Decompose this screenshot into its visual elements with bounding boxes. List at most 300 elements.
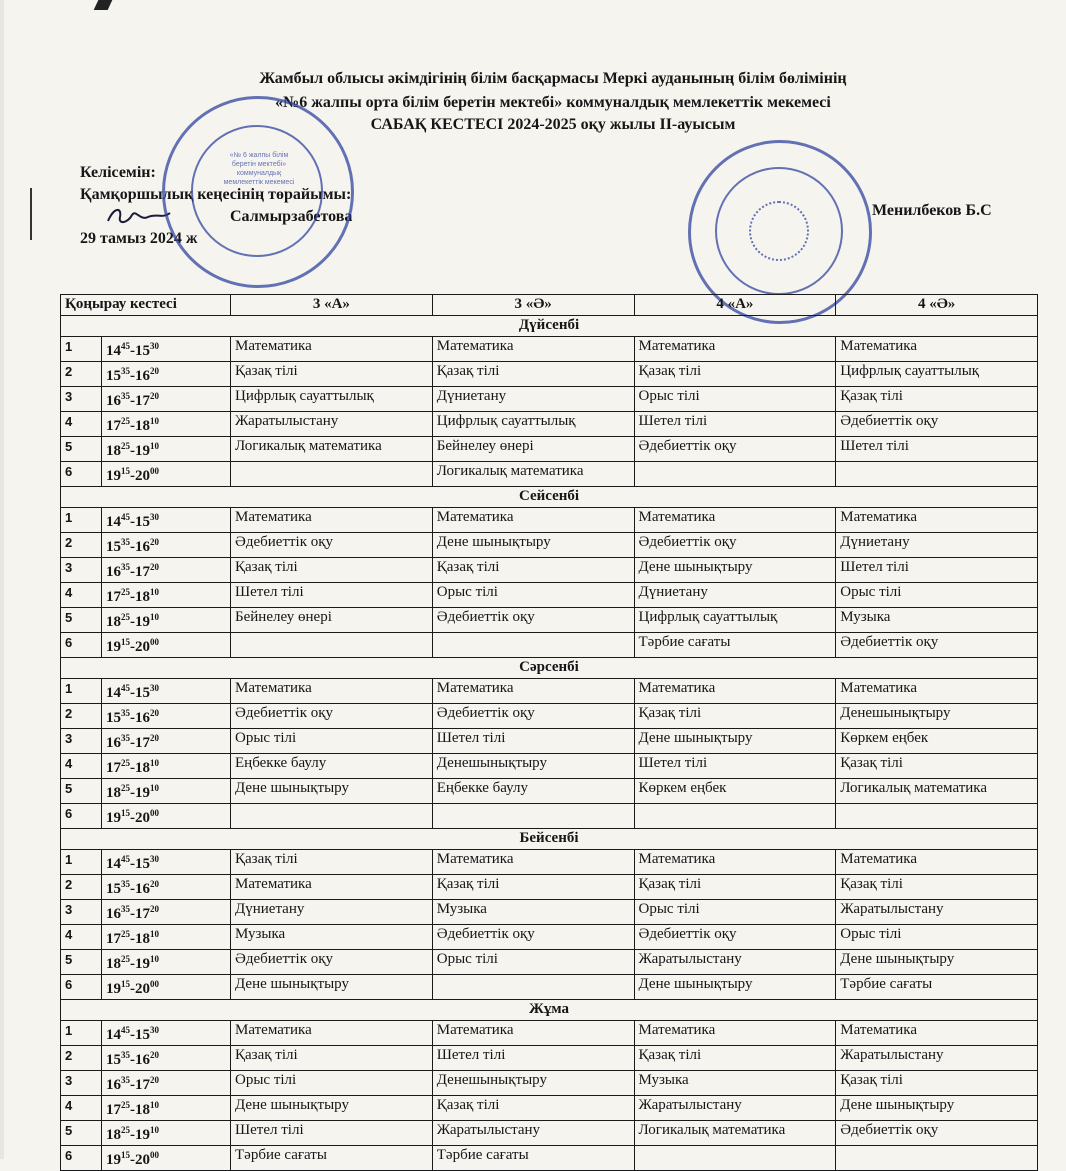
lesson-time: $14^{45}-15^{30}$: [102, 508, 231, 533]
table-row: [61, 533, 1038, 558]
subject-cell: Цифрлық сауаттылық: [432, 412, 634, 437]
end-minute: 00: [150, 808, 159, 818]
end-hour: 20: [135, 1152, 150, 1168]
lesson-number: 2: [61, 533, 102, 558]
lesson-number: 5: [61, 608, 102, 633]
lesson-time: $14^{45}-15^{30}$: [102, 850, 231, 875]
subject-cell: Дүниетану: [231, 900, 433, 925]
subject-cell: Жаратылыстану: [836, 1046, 1038, 1071]
lesson-number: 4: [61, 754, 102, 779]
end-hour: 20: [135, 639, 150, 655]
subject-cell: Әдебиеттік оқу: [432, 925, 634, 950]
agreed-label: Келісемін:: [80, 164, 156, 181]
start-minute: 35: [121, 879, 130, 889]
end-minute: 20: [150, 366, 159, 376]
subject-cell: Әдебиеттік оқу: [836, 412, 1038, 437]
subject-cell: Математика: [634, 850, 836, 875]
subject-cell: Жаратылыстану: [231, 412, 433, 437]
table-row: [61, 462, 1038, 487]
schedule-table: [60, 294, 1038, 1171]
subject-cell: Дене шынықтыру: [231, 779, 433, 804]
end-hour: 15: [135, 685, 150, 701]
start-minute: 25: [121, 612, 130, 622]
header-line-1: Жамбыл облысы әкімдігінің білім басқармасы Меркі ауданының білім бөлімінің: [259, 70, 847, 87]
end-minute: 10: [150, 612, 159, 622]
end-minute: 30: [150, 854, 159, 864]
header-line-3: САБАҚ КЕСТЕСІ 2024-2025 оқу жылы ІІ-ауысым: [370, 116, 736, 133]
subject-cell: Тәрбие сағаты: [634, 633, 836, 658]
end-hour: 19: [135, 443, 150, 459]
page-edge: [0, 0, 4, 1159]
end-hour: 15: [135, 514, 150, 530]
day-heading: Бейсенбі: [61, 829, 1038, 850]
lesson-time: $19^{15}-20^{00}$: [102, 1146, 231, 1171]
subject-cell: Логикалық математика: [231, 437, 433, 462]
lesson-time: $18^{25}-19^{10}$: [102, 950, 231, 975]
start-minute: 35: [121, 733, 130, 743]
end-hour: 18: [135, 931, 150, 947]
subject-cell: Цифрлық сауаттылық: [231, 387, 433, 412]
end-hour: 19: [135, 785, 150, 801]
table-row: [61, 508, 1038, 533]
end-minute: 20: [150, 1050, 159, 1060]
day-heading: Жұма: [61, 1000, 1038, 1021]
subject-cell: Математика: [231, 337, 433, 362]
end-minute: 10: [150, 416, 159, 426]
day-row: [61, 829, 1038, 850]
start-minute: 35: [121, 537, 130, 547]
subject-cell: [432, 633, 634, 658]
start-minute: 25: [121, 954, 130, 964]
subject-cell: Дене шынықтыру: [432, 533, 634, 558]
lesson-number: 1: [61, 508, 102, 533]
end-minute: 10: [150, 1125, 159, 1135]
subject-cell: Қазақ тілі: [836, 387, 1038, 412]
subject-cell: Математика: [432, 679, 634, 704]
table-header-row: [61, 295, 1038, 316]
table-row: [61, 704, 1038, 729]
stamp-text: «№ 6 жалпы білім беретін мектебі» коммуналдық мемлекеттік мекемесі: [223, 152, 295, 186]
end-hour: 17: [135, 735, 150, 751]
subject-cell: Денешынықтыру: [836, 704, 1038, 729]
lesson-number: 5: [61, 1121, 102, 1146]
start-hour: 19: [106, 639, 121, 655]
start-hour: 14: [106, 514, 121, 530]
start-minute: 15: [121, 979, 130, 989]
subject-cell: Еңбекке баулу: [432, 779, 634, 804]
end-minute: 10: [150, 783, 159, 793]
emblem-icon: [749, 201, 809, 261]
day-row: [61, 1000, 1038, 1021]
approval-date: 29 тамыз 2024 ж: [80, 230, 198, 247]
subject-cell: Математика: [231, 679, 433, 704]
lesson-number: 5: [61, 950, 102, 975]
end-minute: 00: [150, 979, 159, 989]
start-hour: 19: [106, 1152, 121, 1168]
column-header-4a: 4 «А»: [634, 295, 836, 316]
subject-cell: Қазақ тілі: [634, 875, 836, 900]
start-hour: 17: [106, 1102, 121, 1118]
start-minute: 45: [121, 512, 130, 522]
subject-cell: Қазақ тілі: [836, 754, 1038, 779]
subject-cell: Денешынықтыру: [432, 1071, 634, 1096]
lesson-number: 3: [61, 387, 102, 412]
table-row: [61, 975, 1038, 1000]
subject-cell: Математика: [231, 1021, 433, 1046]
subject-cell: Математика: [432, 1021, 634, 1046]
start-minute: 45: [121, 1025, 130, 1035]
start-minute: 25: [121, 416, 130, 426]
end-minute: 20: [150, 1075, 159, 1085]
start-minute: 35: [121, 1075, 130, 1085]
subject-cell: [836, 804, 1038, 829]
subject-cell: Шетел тілі: [432, 1046, 634, 1071]
end-hour: 16: [135, 1052, 150, 1068]
lesson-time: $15^{35}-16^{20}$: [102, 1046, 231, 1071]
subject-cell: Тәрбие сағаты: [836, 975, 1038, 1000]
end-minute: 00: [150, 637, 159, 647]
start-minute: 15: [121, 466, 130, 476]
subject-cell: [432, 804, 634, 829]
end-hour: 17: [135, 1077, 150, 1093]
lesson-time: $19^{15}-20^{00}$: [102, 633, 231, 658]
subject-cell: Математика: [432, 337, 634, 362]
council-head-name: Салмырзабетова: [230, 208, 353, 225]
end-hour: 17: [135, 564, 150, 580]
lesson-number: 1: [61, 850, 102, 875]
end-minute: 20: [150, 879, 159, 889]
subject-cell: Орыс тілі: [432, 583, 634, 608]
subject-cell: Дене шынықтыру: [634, 975, 836, 1000]
end-minute: 30: [150, 683, 159, 693]
subject-cell: Жаратылыстану: [634, 1096, 836, 1121]
subject-cell: Бейнелеу өнері: [231, 608, 433, 633]
subject-cell: Шетел тілі: [836, 437, 1038, 462]
lesson-number: 3: [61, 729, 102, 754]
start-minute: 45: [121, 341, 130, 351]
lesson-time: $17^{25}-18^{10}$: [102, 754, 231, 779]
table-row: [61, 1121, 1038, 1146]
end-hour: 18: [135, 589, 150, 605]
end-minute: 30: [150, 512, 159, 522]
subject-cell: [634, 1146, 836, 1171]
subject-cell: Орыс тілі: [634, 387, 836, 412]
subject-cell: Көркем еңбек: [634, 779, 836, 804]
header-line-2: «№6 жалпы орта білім беретін мектебі» коммуналдық мемлекеттік мекемесі: [275, 94, 831, 111]
column-header-4ae: 4 «Ә»: [836, 295, 1038, 316]
subject-cell: [231, 804, 433, 829]
start-hour: 19: [106, 810, 121, 826]
lesson-time: $18^{25}-19^{10}$: [102, 608, 231, 633]
end-hour: 15: [135, 1027, 150, 1043]
start-minute: 25: [121, 441, 130, 451]
start-hour: 18: [106, 785, 121, 801]
subject-cell: Шетел тілі: [231, 1121, 433, 1146]
start-hour: 19: [106, 981, 121, 997]
lesson-time: $18^{25}-19^{10}$: [102, 779, 231, 804]
subject-cell: Математика: [836, 1021, 1038, 1046]
subject-cell: Математика: [231, 875, 433, 900]
subject-cell: Математика: [634, 337, 836, 362]
lesson-time: $17^{25}-18^{10}$: [102, 412, 231, 437]
subject-cell: Әдебиеттік оқу: [836, 1121, 1038, 1146]
start-minute: 35: [121, 1050, 130, 1060]
end-minute: 10: [150, 441, 159, 451]
subject-cell: Орыс тілі: [432, 950, 634, 975]
lesson-number: 3: [61, 558, 102, 583]
start-hour: 17: [106, 931, 121, 947]
table-row: [61, 875, 1038, 900]
subject-cell: Шетел тілі: [231, 583, 433, 608]
subject-cell: Дене шынықтыру: [836, 1096, 1038, 1121]
start-minute: 35: [121, 391, 130, 401]
subject-cell: Орыс тілі: [836, 925, 1038, 950]
subject-cell: Математика: [836, 508, 1038, 533]
start-minute: 25: [121, 1125, 130, 1135]
subject-cell: Қазақ тілі: [634, 704, 836, 729]
subject-cell: [432, 975, 634, 1000]
table-row: [61, 437, 1038, 462]
day-row: [61, 658, 1038, 679]
end-hour: 20: [135, 468, 150, 484]
start-hour: 18: [106, 443, 121, 459]
start-minute: 45: [121, 854, 130, 864]
day-heading: Сәрсенбі: [61, 658, 1038, 679]
end-hour: 19: [135, 956, 150, 972]
lesson-time: $14^{45}-15^{30}$: [102, 679, 231, 704]
column-header-3ae: 3 «Ә»: [432, 295, 634, 316]
subject-cell: Орыс тілі: [231, 1071, 433, 1096]
end-minute: 10: [150, 758, 159, 768]
subject-cell: Дене шынықтыру: [231, 975, 433, 1000]
column-header-3a: 3 «А»: [231, 295, 433, 316]
end-hour: 16: [135, 710, 150, 726]
end-minute: 10: [150, 954, 159, 964]
schedule-body: [61, 316, 1038, 1171]
table-row: [61, 412, 1038, 437]
end-hour: 16: [135, 539, 150, 555]
subject-cell: Тәрбие сағаты: [432, 1146, 634, 1171]
subject-cell: Дүниетану: [634, 583, 836, 608]
end-hour: 16: [135, 881, 150, 897]
start-hour: 14: [106, 1027, 121, 1043]
subject-cell: Қазақ тілі: [231, 558, 433, 583]
subject-cell: Әдебиеттік оқу: [231, 704, 433, 729]
start-hour: 17: [106, 589, 121, 605]
end-minute: 20: [150, 562, 159, 572]
lesson-time: $18^{25}-19^{10}$: [102, 437, 231, 462]
subject-cell: Орыс тілі: [634, 900, 836, 925]
subject-cell: Әдебиеттік оқу: [634, 925, 836, 950]
lesson-number: 6: [61, 975, 102, 1000]
subject-cell: Қазақ тілі: [231, 362, 433, 387]
start-minute: 45: [121, 683, 130, 693]
end-minute: 00: [150, 1150, 159, 1160]
subject-cell: Дүниетану: [836, 533, 1038, 558]
table-row: [61, 1071, 1038, 1096]
lesson-time: $16^{35}-17^{20}$: [102, 387, 231, 412]
end-hour: 15: [135, 343, 150, 359]
day-row: [61, 487, 1038, 508]
start-minute: 25: [121, 587, 130, 597]
subject-cell: Әдебиеттік оқу: [432, 704, 634, 729]
subject-cell: Жаратылыстану: [432, 1121, 634, 1146]
subject-cell: Математика: [432, 508, 634, 533]
end-minute: 10: [150, 1100, 159, 1110]
table-row: [61, 1021, 1038, 1046]
subject-cell: Музыка: [231, 925, 433, 950]
start-minute: 15: [121, 1150, 130, 1160]
lesson-time: $19^{15}-20^{00}$: [102, 804, 231, 829]
start-hour: 14: [106, 856, 121, 872]
table-row: [61, 558, 1038, 583]
subject-cell: Логикалық математика: [836, 779, 1038, 804]
subject-cell: Орыс тілі: [231, 729, 433, 754]
start-hour: 15: [106, 539, 121, 555]
day-heading: Сейсенбі: [61, 487, 1038, 508]
lesson-time: $18^{25}-19^{10}$: [102, 1121, 231, 1146]
lesson-time: $17^{25}-18^{10}$: [102, 925, 231, 950]
start-minute: 25: [121, 758, 130, 768]
subject-cell: Цифрлық сауаттылық: [836, 362, 1038, 387]
subject-cell: Қазақ тілі: [634, 1046, 836, 1071]
subject-cell: Математика: [432, 850, 634, 875]
subject-cell: Математика: [634, 1021, 836, 1046]
table-row: [61, 583, 1038, 608]
lesson-time: $14^{45}-15^{30}$: [102, 337, 231, 362]
subject-cell: [836, 1146, 1038, 1171]
table-row: [61, 1046, 1038, 1071]
lesson-time: $17^{25}-18^{10}$: [102, 1096, 231, 1121]
lesson-number: 1: [61, 679, 102, 704]
end-minute: 20: [150, 733, 159, 743]
end-hour: 19: [135, 614, 150, 630]
lesson-number: 1: [61, 337, 102, 362]
subject-cell: [231, 633, 433, 658]
end-minute: 20: [150, 904, 159, 914]
subject-cell: Шетел тілі: [634, 754, 836, 779]
lesson-number: 4: [61, 1096, 102, 1121]
start-minute: 15: [121, 808, 130, 818]
table-row: [61, 925, 1038, 950]
start-hour: 15: [106, 1052, 121, 1068]
start-minute: 25: [121, 929, 130, 939]
lesson-time: $16^{35}-17^{20}$: [102, 558, 231, 583]
lesson-number: 4: [61, 412, 102, 437]
lesson-number: 2: [61, 1046, 102, 1071]
lesson-time: $14^{45}-15^{30}$: [102, 1021, 231, 1046]
start-hour: 16: [106, 393, 121, 409]
start-minute: 35: [121, 366, 130, 376]
lesson-time: $19^{15}-20^{00}$: [102, 462, 231, 487]
lesson-number: 5: [61, 437, 102, 462]
subject-cell: Әдебиеттік оқу: [634, 437, 836, 462]
subject-cell: Математика: [836, 679, 1038, 704]
subject-cell: Әдебиеттік оқу: [432, 608, 634, 633]
subject-cell: Қазақ тілі: [432, 362, 634, 387]
subject-cell: Қазақ тілі: [231, 850, 433, 875]
subject-cell: Математика: [634, 508, 836, 533]
subject-cell: Қазақ тілі: [432, 875, 634, 900]
subject-cell: Денешынықтыру: [432, 754, 634, 779]
subject-cell: Дене шынықтыру: [634, 729, 836, 754]
lesson-number: 3: [61, 900, 102, 925]
lesson-time: $17^{25}-18^{10}$: [102, 583, 231, 608]
subject-cell: Қазақ тілі: [634, 362, 836, 387]
column-header-bells: Қоңырау кестесі: [61, 295, 231, 316]
end-minute: 20: [150, 708, 159, 718]
lesson-number: 5: [61, 779, 102, 804]
start-minute: 35: [121, 562, 130, 572]
lesson-time: $16^{35}-17^{20}$: [102, 729, 231, 754]
lesson-number: 6: [61, 462, 102, 487]
subject-cell: Шетел тілі: [836, 558, 1038, 583]
table-row: [61, 679, 1038, 704]
start-hour: 15: [106, 710, 121, 726]
table-row: [61, 779, 1038, 804]
start-hour: 14: [106, 343, 121, 359]
lesson-number: 4: [61, 925, 102, 950]
end-minute: 20: [150, 391, 159, 401]
end-hour: 19: [135, 1127, 150, 1143]
lesson-time: $15^{35}-16^{20}$: [102, 533, 231, 558]
subject-cell: [231, 462, 433, 487]
school-stamp-icon: [162, 96, 354, 288]
lesson-number: 1: [61, 1021, 102, 1046]
subject-cell: Әдебиеттік оқу: [836, 633, 1038, 658]
start-hour: 18: [106, 614, 121, 630]
start-hour: 16: [106, 906, 121, 922]
lesson-number: 6: [61, 804, 102, 829]
table-row: [61, 754, 1038, 779]
subject-cell: Әдебиеттік оқу: [634, 533, 836, 558]
subject-cell: Қазақ тілі: [836, 1071, 1038, 1096]
lesson-number: 3: [61, 1071, 102, 1096]
subject-cell: Цифрлық сауаттылық: [634, 608, 836, 633]
lesson-time: $15^{35}-16^{20}$: [102, 704, 231, 729]
subject-cell: Математика: [634, 679, 836, 704]
end-minute: 10: [150, 929, 159, 939]
start-minute: 25: [121, 1100, 130, 1110]
start-hour: 15: [106, 881, 121, 897]
table-row: [61, 337, 1038, 362]
lesson-number: 6: [61, 633, 102, 658]
table-row: [61, 1096, 1038, 1121]
start-minute: 25: [121, 783, 130, 793]
subject-cell: Логикалық математика: [432, 462, 634, 487]
end-hour: 20: [135, 981, 150, 997]
margin-line: [30, 188, 32, 240]
subject-cell: Қазақ тілі: [836, 875, 1038, 900]
lesson-time: $15^{35}-16^{20}$: [102, 875, 231, 900]
subject-cell: Математика: [836, 337, 1038, 362]
subject-cell: [634, 804, 836, 829]
end-minute: 00: [150, 466, 159, 476]
subject-cell: Математика: [836, 850, 1038, 875]
end-hour: 16: [135, 368, 150, 384]
subject-cell: Жаратылыстану: [634, 950, 836, 975]
end-hour: 18: [135, 418, 150, 434]
start-hour: 18: [106, 956, 121, 972]
start-hour: 16: [106, 564, 121, 580]
end-minute: 20: [150, 537, 159, 547]
start-hour: 19: [106, 468, 121, 484]
subject-cell: [836, 462, 1038, 487]
start-hour: 14: [106, 685, 121, 701]
subject-cell: Дене шынықтыру: [836, 950, 1038, 975]
subject-cell: Шетел тілі: [432, 729, 634, 754]
subject-cell: Әдебиеттік оқу: [231, 950, 433, 975]
